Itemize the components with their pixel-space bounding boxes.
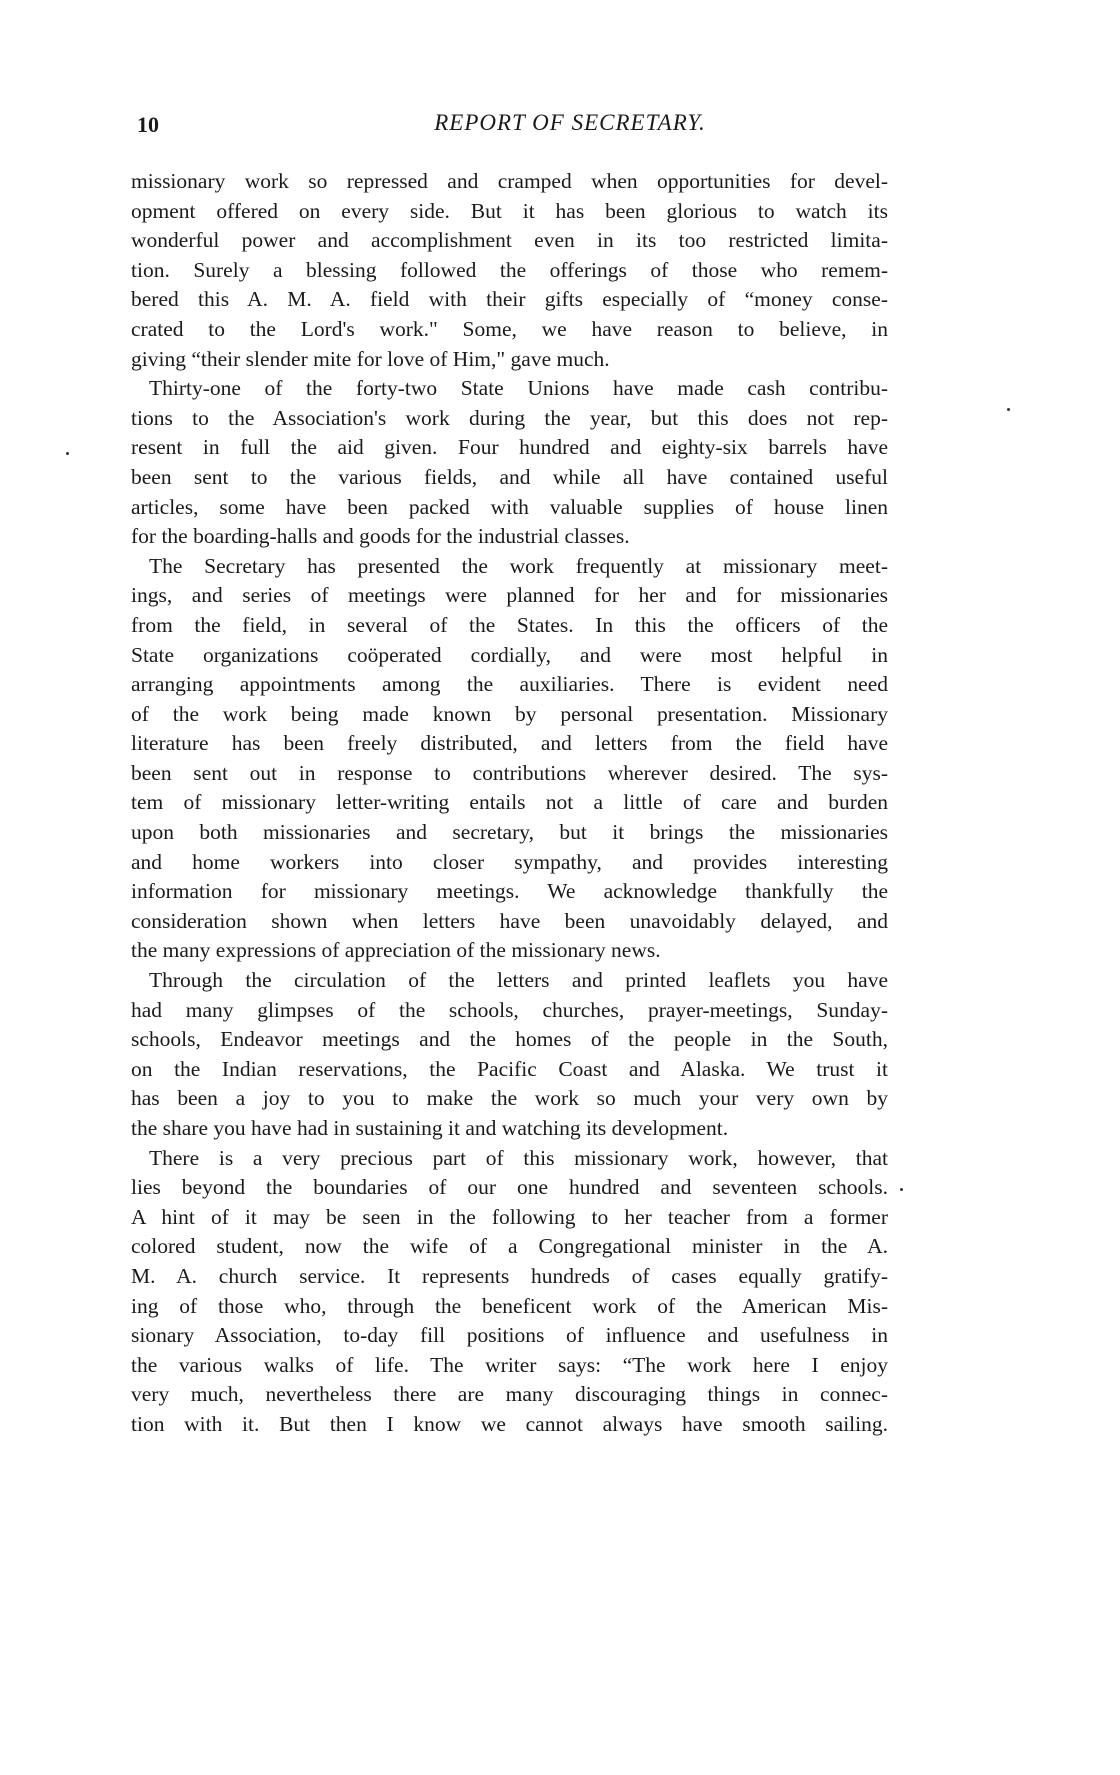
text-line: ings, and series of meetings were planned for her and for missionaries (131, 583, 888, 608)
text-line: information for missionary meetings. We acknowledge thankfully the (131, 879, 888, 904)
paragraph (131, 1144, 888, 1440)
text-line: lies beyond the boundaries of our one hundred and seventeen schools. (131, 1175, 888, 1200)
text-line: There is a very precious part of this missionary work, however, that (149, 1145, 888, 1170)
text-line: M. A. church service. It represents hundreds of cases equally gratify- (131, 1263, 888, 1288)
text-line: opment offered on every side. But it has been glorious to watch its (131, 198, 888, 223)
body-text (131, 167, 888, 1440)
text-line: tion. Surely a blessing followed the offerings of those who remem- (131, 257, 888, 282)
text-line: for the boarding-halls and goods for the industrial classes. (131, 524, 630, 549)
text-line: been sent to the various fields, and while all have contained useful (131, 464, 888, 489)
page-number: 10 (137, 112, 159, 137)
text-line: Thirty-one of the forty-two State Unions have made cash contribu- (149, 376, 888, 401)
text-line: the many expressions of appreciation of the missionary news. (131, 938, 661, 963)
text-line: arranging appointments among the auxiliaries. There is evident need (131, 672, 888, 697)
text-line: consideration shown when letters have been unavoidably delayed, and (131, 908, 888, 933)
text-line: of the work being made known by personal presentation. Missionary (131, 701, 888, 726)
paragraph (131, 966, 888, 1144)
text-line: tion with it. But then I know we cannot always have smooth sailing. (131, 1411, 888, 1436)
text-line: literature has been freely distributed, and letters from the field have (131, 731, 888, 756)
text-line: tem of missionary letter-writing entails not a little of care and burden (131, 790, 888, 815)
text-line: had many glimpses of the schools, churches, prayer-meetings, Sunday- (131, 997, 888, 1022)
text-line: articles, some have been packed with valuable supplies of house linen (131, 494, 888, 519)
text-line: ing of those who, through the beneficent work of the American Mis- (131, 1293, 888, 1318)
text-line: been sent out in response to contributions wherever desired. The sys- (131, 760, 888, 785)
scan-speck (66, 452, 69, 455)
running-title: REPORT OF SECRETARY. (434, 110, 706, 135)
text-line: sionary Association, to-day fill positions of influence and usefulness in (131, 1323, 888, 1348)
scan-speck (1007, 408, 1010, 411)
text-line: bered this A. M. A. field with their gifts especially of “money conse- (131, 287, 888, 312)
text-line: the share you have had in sustaining it and watching its development. (131, 1116, 729, 1140)
paragraph (131, 374, 888, 552)
text-line: resent in full the aid given. Four hundred and eighty-six barrels have (131, 435, 888, 460)
text-line: schools, Endeavor meetings and the homes of the people in the South, (131, 1027, 888, 1052)
paragraph (131, 167, 888, 374)
text-line: colored student, now the wife of a Congregational minister in the A. (131, 1234, 888, 1259)
text-line: and home workers into closer sympathy, and provides interesting (131, 849, 888, 874)
text-line: the various walks of life. The writer says: “The work here I enjoy (131, 1352, 888, 1377)
text-line: giving “their slender mite for love of Him," gave much. (131, 346, 610, 371)
text-line: crated to the Lord's work." Some, we have reason to believe, in (131, 316, 888, 341)
text-line: The Secretary has presented the work frequently at missionary meet- (149, 553, 888, 578)
text-line: very much, nevertheless there are many discouraging things in connec- (131, 1382, 888, 1407)
text-line: missionary work so repressed and cramped when opportunities for devel- (131, 169, 888, 193)
text-line: has been a joy to you to make the work so much your very own by (131, 1086, 888, 1111)
text-line: on the Indian reservations, the Pacific Coast and Alaska. We trust it (131, 1056, 888, 1081)
text-line: wonderful power and accomplishment even in its too restricted limita- (131, 228, 888, 253)
text-line: upon both missionaries and secretary, but it brings the missionaries (131, 820, 888, 845)
text-line: Through the circulation of the letters and printed leaflets you have (149, 968, 888, 993)
text-line: State organizations coöperated cordially, and were most helpful in (131, 642, 888, 667)
text-line: tions to the Association's work during the year, but this does not rep- (131, 405, 888, 430)
scan-speck (900, 1188, 903, 1191)
text-line: A hint of it may be seen in the following to her teacher from a former (131, 1204, 888, 1229)
paragraph (131, 552, 888, 966)
text-line: from the field, in several of the States. In this the officers of the (131, 612, 888, 637)
